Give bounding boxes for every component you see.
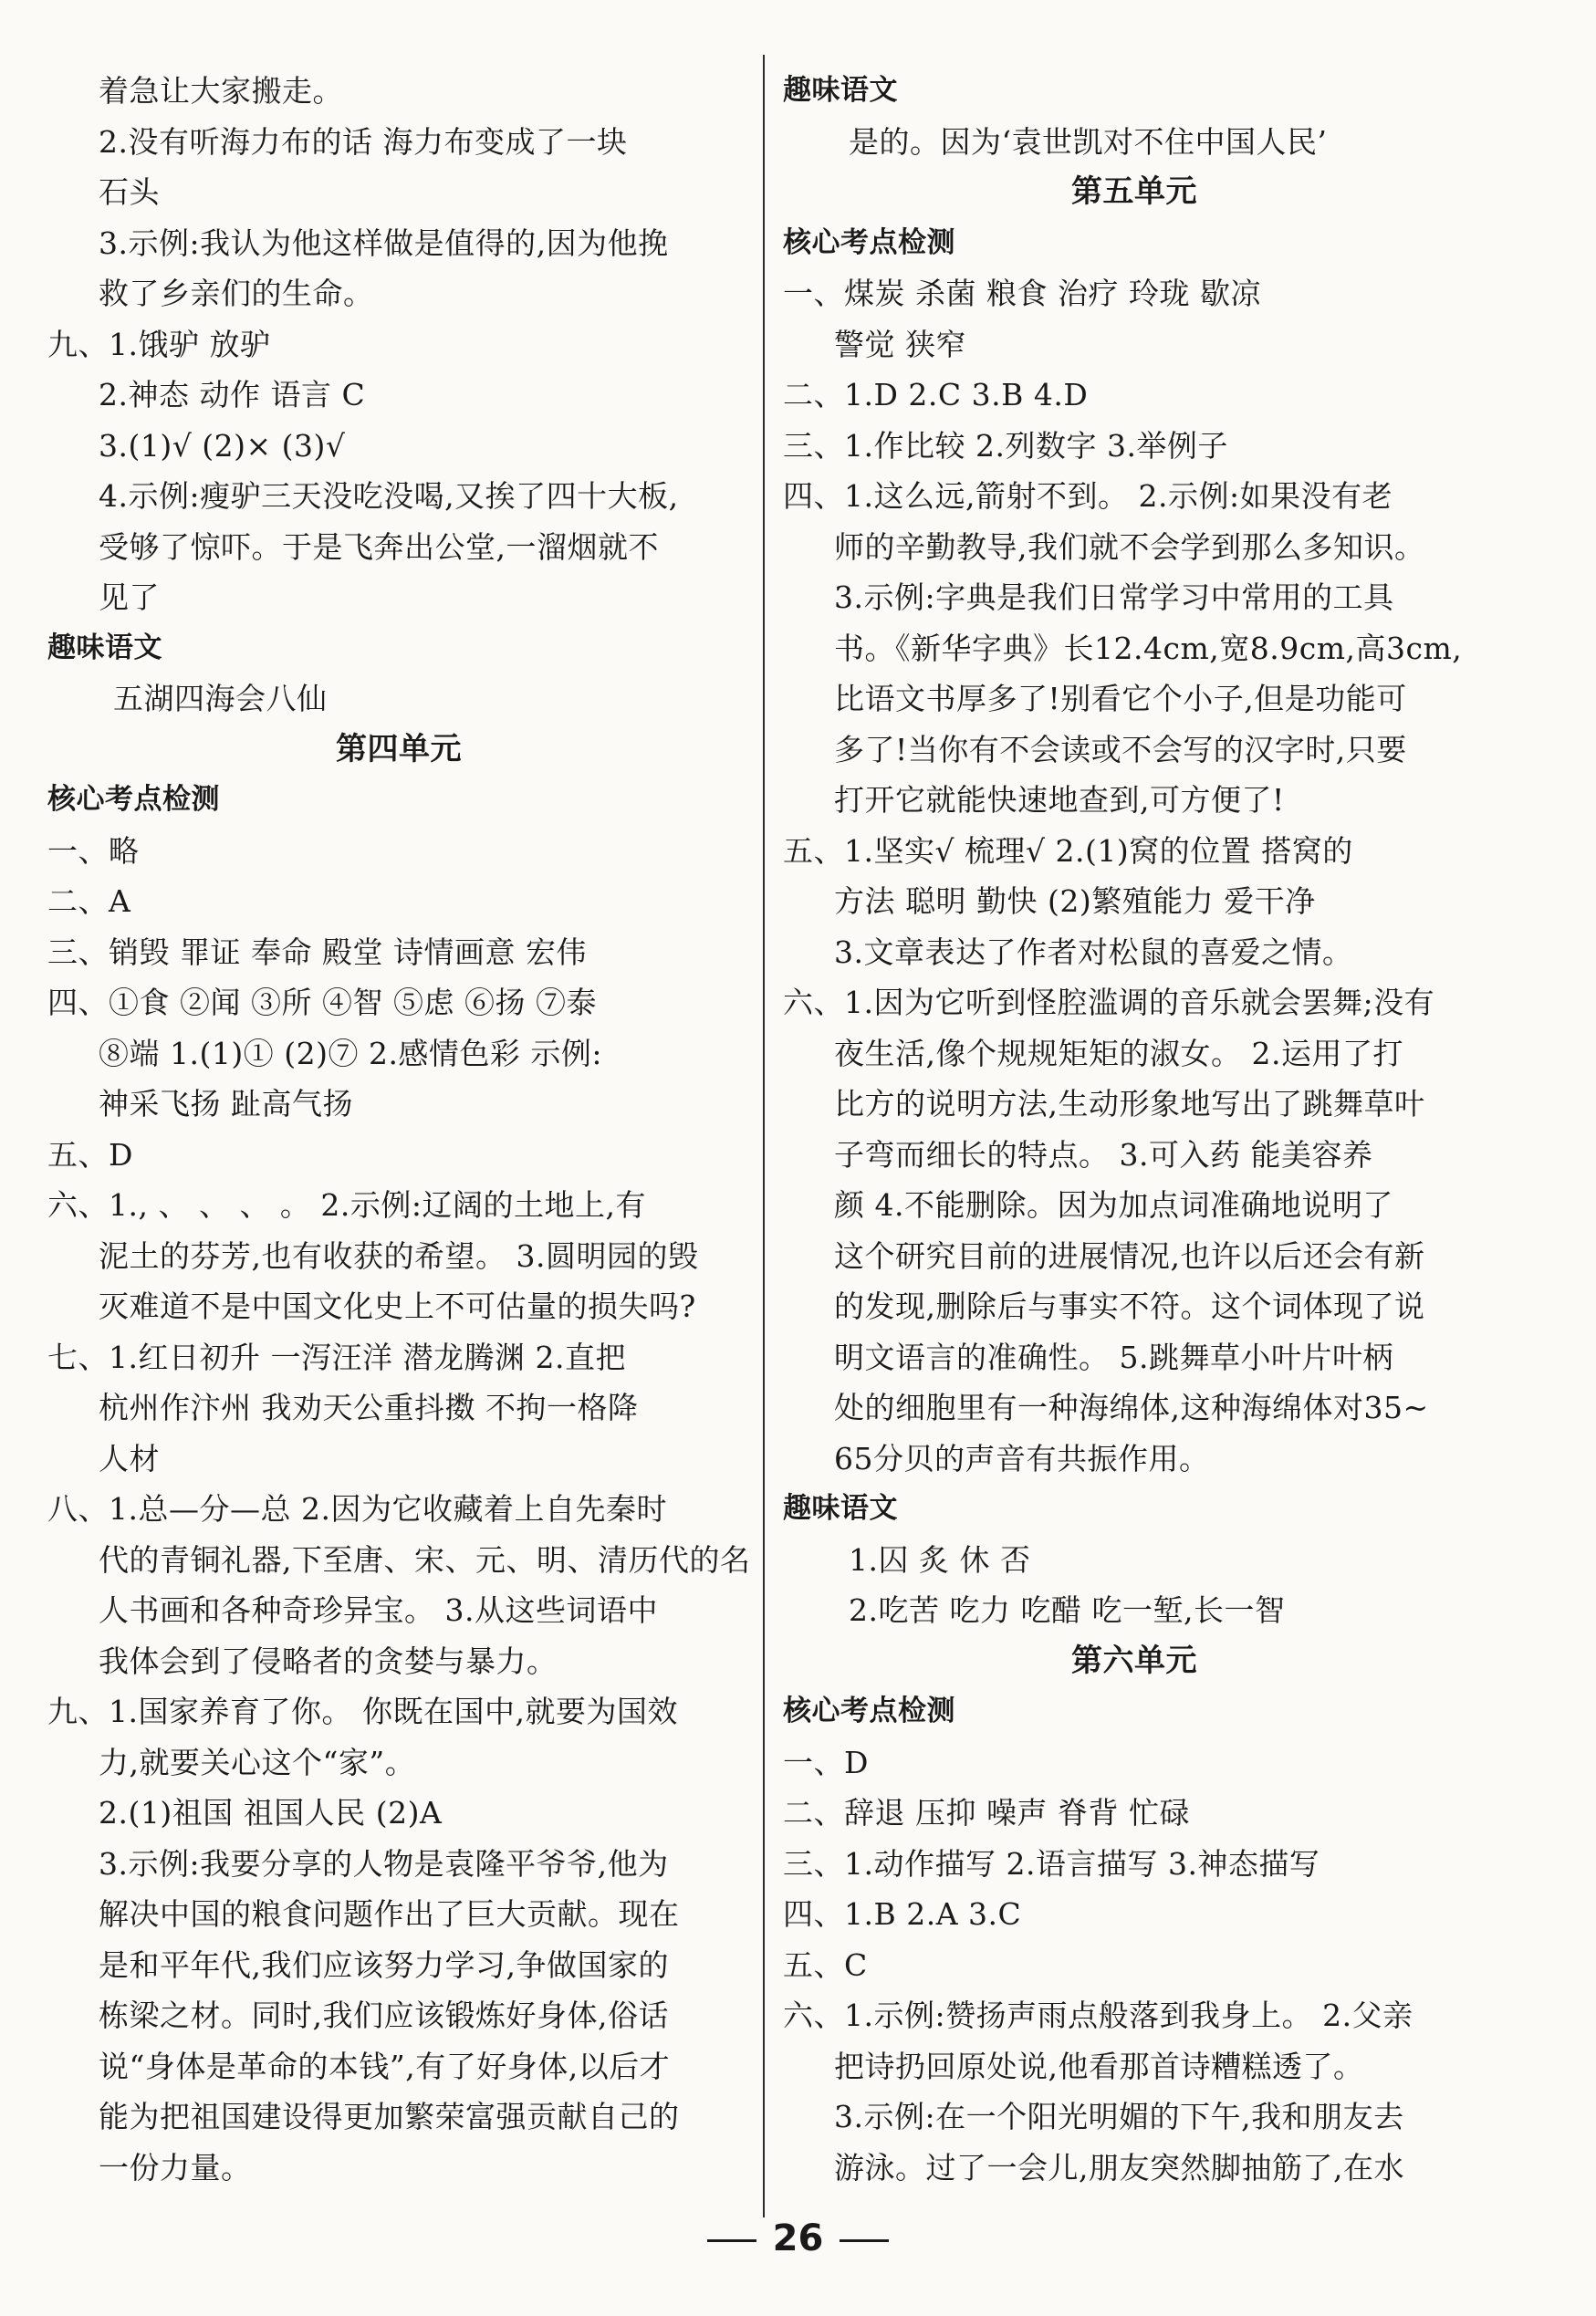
unit-title: 第五单元 bbox=[1071, 173, 1197, 210]
text-line: 代的青铜礼器,下至唐、宋、元、明、清历代的名 bbox=[99, 1541, 750, 1578]
text-line: 四、①食 ②闻 ③所 ④智 ⑤虑 ⑥扬 ⑦泰 bbox=[47, 985, 597, 1020]
text-line: 比方的说明方法,生动形象地写出了跳舞草叶 bbox=[834, 1086, 1425, 1121]
text-line: 六、1., 、 、 、 。 2.示例:辽阔的土地上,有 bbox=[47, 1187, 647, 1223]
page-footer bbox=[0, 2217, 1596, 2259]
section-heading: 趣味语文 bbox=[47, 631, 162, 664]
text-line: 3.文章表达了作者对松鼠的喜爱之情。 bbox=[834, 934, 1353, 970]
text-line: 九、1.饿驴 放驴 bbox=[47, 326, 271, 362]
text-line: 说“身体是革命的本钱”,有了好身体,以后才 bbox=[99, 2048, 671, 2084]
text-line: 是的。因为‘袁世凯对不住中国人民’ bbox=[849, 123, 1328, 160]
text-line: 这个研究目前的进展情况,也许以后还会有新 bbox=[834, 1237, 1425, 1274]
text-line: 七、1.红日初升 一泻汪洋 潜龙腾渊 2.直把 bbox=[47, 1339, 626, 1375]
text-line: 游泳。过了一会儿,朋友突然脚抽筋了,在水 bbox=[834, 2149, 1404, 2186]
text-line: 多了!当你有不会读或不会写的汉字时,只要 bbox=[834, 731, 1407, 767]
text-line: 力,就要关心这个“家”。 bbox=[99, 1744, 416, 1780]
text-line: 着急让大家搬走。 bbox=[99, 73, 343, 109]
text-line: 杭州作汴州 我劝天公重抖擞 不拘一格降 bbox=[99, 1390, 639, 1425]
text-line: 子弯而细长的特点。 3.可入药 能美容养 bbox=[834, 1136, 1373, 1173]
text-line: 四、1.这么远,箭射不到。 2.示例:如果没有老 bbox=[783, 478, 1393, 514]
text-line: 三、1.作比较 2.列数字 3.举例子 bbox=[783, 427, 1228, 464]
text-line: 颜 4.不能删除。因为加点词准确地说明了 bbox=[834, 1187, 1393, 1223]
text-line: 的发现,删除后与事实不符。这个词体现了说 bbox=[834, 1288, 1425, 1324]
text-line: 五湖四海会八仙 bbox=[113, 681, 328, 716]
text-line: 2.吃苦 吃力 吃醋 吃一堑,长一智 bbox=[849, 1592, 1286, 1628]
text-line: 见了 bbox=[99, 579, 160, 615]
text-line: 一份力量。 bbox=[99, 2149, 252, 2186]
text-line: 处的细胞里有一种海绵体,这种海绵体对35~ bbox=[834, 1390, 1429, 1425]
text-line: 3.示例:字典是我们日常学习中常用的工具 bbox=[834, 579, 1394, 615]
text-line: 灭难道不是中国文化史上不可估量的损失吗? bbox=[99, 1288, 696, 1324]
section-heading: 核心考点检测 bbox=[783, 225, 955, 259]
text-line: 1.囚 炙 休 否 bbox=[849, 1541, 1031, 1578]
right-column bbox=[783, 66, 1486, 2193]
text-line: 八、1.总—分—总 2.因为它收藏着上自先秦时 bbox=[47, 1491, 667, 1527]
text-line: 方法 聪明 勤快 (2)繁殖能力 爱干净 bbox=[834, 883, 1316, 919]
unit-title: 第四单元 bbox=[336, 730, 462, 767]
section-heading: 核心考点检测 bbox=[47, 783, 220, 816]
text-line: 人材 bbox=[99, 1440, 160, 1476]
section-heading: 趣味语文 bbox=[783, 1492, 898, 1525]
text-line: 师的辛勤教导,我们就不会学到那么多知识。 bbox=[834, 528, 1425, 565]
text-line: 3.示例:我要分享的人物是袁隆平爷爷,他为 bbox=[99, 1845, 669, 1882]
text-line: 一、D bbox=[783, 1744, 869, 1780]
text-line: 六、1.示例:赞扬声雨点般落到我身上。 2.父亲 bbox=[783, 1998, 1413, 2033]
text-line: 2.没有听海力布的话 海力布变成了一块 bbox=[99, 123, 628, 160]
text-line: 二、1.D 2.C 3.B 4.D bbox=[783, 377, 1089, 412]
unit-title: 第六单元 bbox=[1071, 1642, 1197, 1679]
text-line: 五、1.坚实√ 梳理√ 2.(1)窝的位置 搭窝的 bbox=[783, 832, 1353, 869]
text-line: 3.示例:我认为他这样做是值得的,因为他挽 bbox=[99, 224, 669, 261]
text-line: 2.神态 动作 语言 C bbox=[99, 377, 366, 412]
text-line: 四、1.B 2.A 3.C bbox=[783, 1896, 1022, 1932]
text-line: 4.示例:瘦驴三天没吃没喝,又挨了四十大板, bbox=[99, 478, 679, 514]
text-line: 人书画和各种奇珍异宝。 3.从这些词语中 bbox=[99, 1592, 658, 1628]
text-line: 栋梁之材。同时,我们应该锻炼好身体,俗话 bbox=[99, 1998, 669, 2033]
text-line: 一、煤炭 杀菌 粮食 治疗 玲珑 歇凉 bbox=[783, 276, 1261, 311]
text-line: 把诗扔回原处说,他看那首诗糟糕透了。 bbox=[834, 2048, 1364, 2084]
page-number: 26 bbox=[772, 2217, 824, 2259]
text-line: 救了乡亲们的生命。 bbox=[99, 276, 374, 311]
text-line: 三、销毁 罪证 奉命 殿堂 诗情画意 宏伟 bbox=[47, 934, 587, 970]
text-line: 3.示例:在一个阳光明媚的下午,我和朋友去 bbox=[834, 2099, 1404, 2134]
text-line: 是和平年代,我们应该努力学习,争做国家的 bbox=[99, 1946, 669, 1983]
text-line: 我体会到了侵略者的贪婪与暴力。 bbox=[99, 1643, 558, 1679]
left-column bbox=[47, 66, 750, 2193]
text-line: 能为把祖国建设得更加繁荣富强贡献自己的 bbox=[99, 2099, 680, 2134]
section-heading: 核心考点检测 bbox=[783, 1695, 955, 1727]
footer-dash-right bbox=[840, 2239, 889, 2242]
text-line: 打开它就能快速地查到,可方便了! bbox=[834, 782, 1285, 818]
text-line: 五、C bbox=[783, 1946, 868, 1983]
text-line: 明文语言的准确性。 5.跳舞草小叶片叶柄 bbox=[834, 1339, 1393, 1375]
text-line: 夜生活,像个规规矩矩的淑女。 2.运用了打 bbox=[834, 1035, 1403, 1071]
text-line: 五、D bbox=[47, 1136, 133, 1173]
text-line: 一、略 bbox=[47, 832, 140, 869]
text-line: 比语文书厚多了!别看它个小子,但是功能可 bbox=[834, 681, 1407, 716]
text-line: 二、A bbox=[47, 883, 131, 919]
footer-dash-left bbox=[707, 2239, 756, 2242]
section-heading: 趣味语文 bbox=[783, 74, 898, 107]
text-line: 泥土的芬芳,也有收获的希望。 3.圆明园的毁 bbox=[99, 1237, 699, 1274]
text-line: ⑧端 1.(1)① (2)⑦ 2.感情色彩 示例: bbox=[99, 1035, 603, 1071]
text-line: 六、1.因为它听到怪腔滥调的音乐就会罢舞;没有 bbox=[783, 985, 1435, 1020]
text-line: 解决中国的粮食问题作出了巨大贡献。现在 bbox=[99, 1896, 680, 1932]
text-line: 二、辞退 压抑 噪声 脊背 忙碌 bbox=[783, 1795, 1190, 1831]
text-line: 65分贝的声音有共振作用。 bbox=[834, 1440, 1210, 1476]
text-line: 受够了惊吓。于是飞奔出公堂,一溜烟就不 bbox=[99, 528, 659, 565]
text-line: 书。《新华字典》长12.4cm,宽8.9cm,高3cm, bbox=[834, 630, 1463, 666]
column-divider bbox=[763, 55, 765, 2217]
text-line: 九、1.国家养育了你。 你既在国中,就要为国效 bbox=[47, 1694, 678, 1729]
text-line: 警觉 狭窄 bbox=[834, 326, 966, 362]
text-line: 3.(1)√ (2)× (3)√ bbox=[99, 427, 346, 464]
text-line: 石头 bbox=[99, 174, 160, 210]
text-line: 神采飞扬 趾高气扬 bbox=[99, 1086, 353, 1121]
text-line: 2.(1)祖国 祖国人民 (2)A bbox=[99, 1795, 443, 1831]
text-line: 三、1.动作描写 2.语言描写 3.神态描写 bbox=[783, 1845, 1320, 1882]
